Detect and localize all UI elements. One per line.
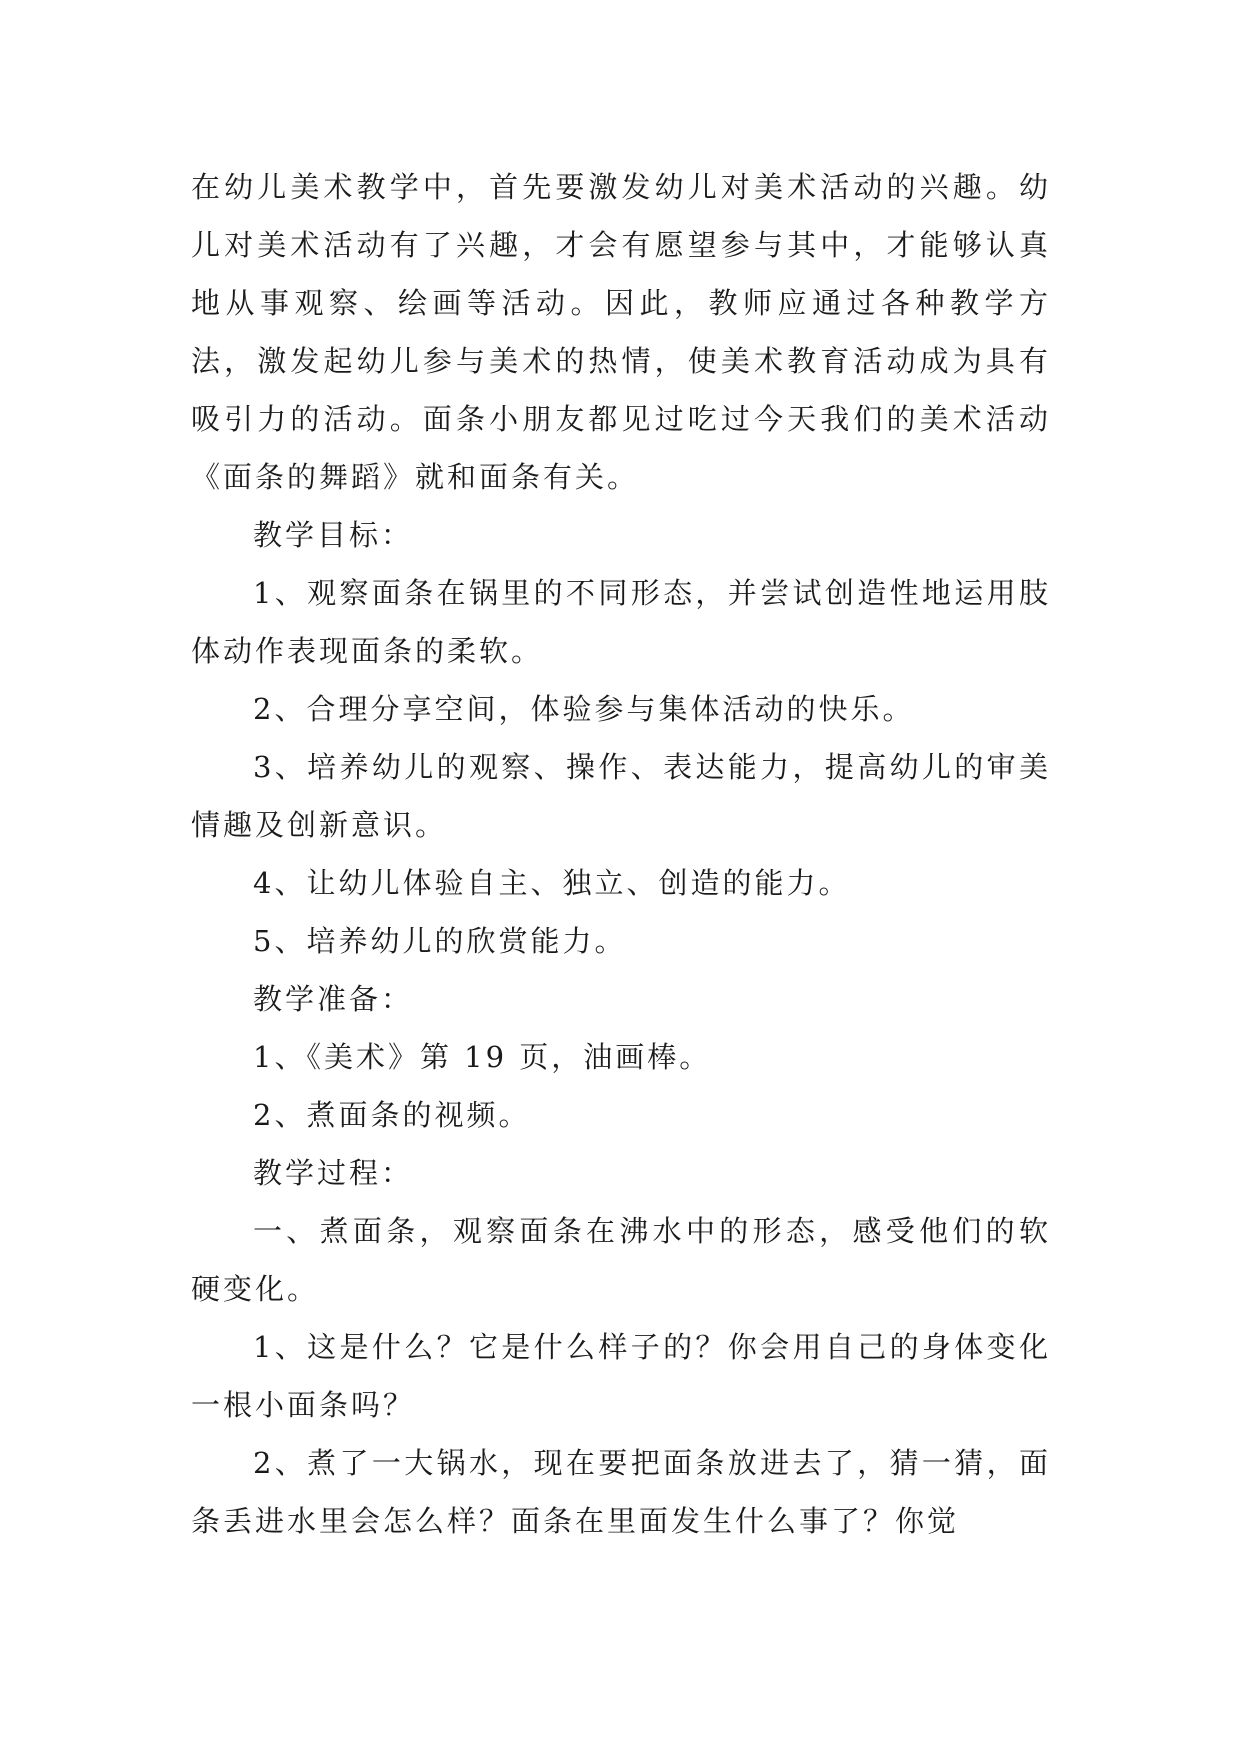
document-body [191,158,1051,1550]
process-step-item: 2、煮了一大锅水，现在要把面条放进去了，猜一猜，面条丢进水里会怎么样？面条在里面发生什么事了？你觉 [191,1446,1051,1538]
objective-item: 1、观察面条在锅里的不同形态，并尝试创造性地运用肢体动作表现面条的柔软。 [191,576,1051,668]
preparation-item: 2、煮面条的视频。 [253,1098,531,1132]
section-heading-preparation: 教学准备： [253,982,414,1016]
intro-paragraph: 在幼儿美术教学中，首先要激发幼儿对美术活动的兴趣。幼儿对美术活动有了兴趣，才会有愿望参与其中，才能够认真地从事观察、绘画等活动。因此，教师应通过各种教学方法，激发起幼儿参与美术的热情，使美术教育活动成为具有吸引力的活动。面条小朋友都见过吃过今天我们的美术活动《面条的舞蹈》就和面条有关。 [191,170,1051,494]
objective-item: 5、培养幼儿的欣赏能力。 [253,924,627,958]
objective-item: 2、合理分享空间，体验参与集体活动的快乐。 [253,692,915,726]
process-step-heading: 一、煮面条，观察面条在沸水中的形态，感受他们的软硬变化。 [191,1214,1051,1306]
preparation-item: 1、《美术》第 19 页，油画棒。 [253,1040,712,1074]
objective-item: 4、让幼儿体验自主、独立、创造的能力。 [253,866,851,900]
section-heading-objectives: 教学目标： [253,518,414,552]
section-heading-process: 教学过程： [253,1156,414,1190]
objective-item: 3、培养幼儿的观察、操作、表达能力，提高幼儿的审美情趣及创新意识。 [191,750,1051,842]
process-step-item: 1、这是什么？它是什么样子的？你会用自己的身体变化一根小面条吗？ [191,1330,1051,1422]
